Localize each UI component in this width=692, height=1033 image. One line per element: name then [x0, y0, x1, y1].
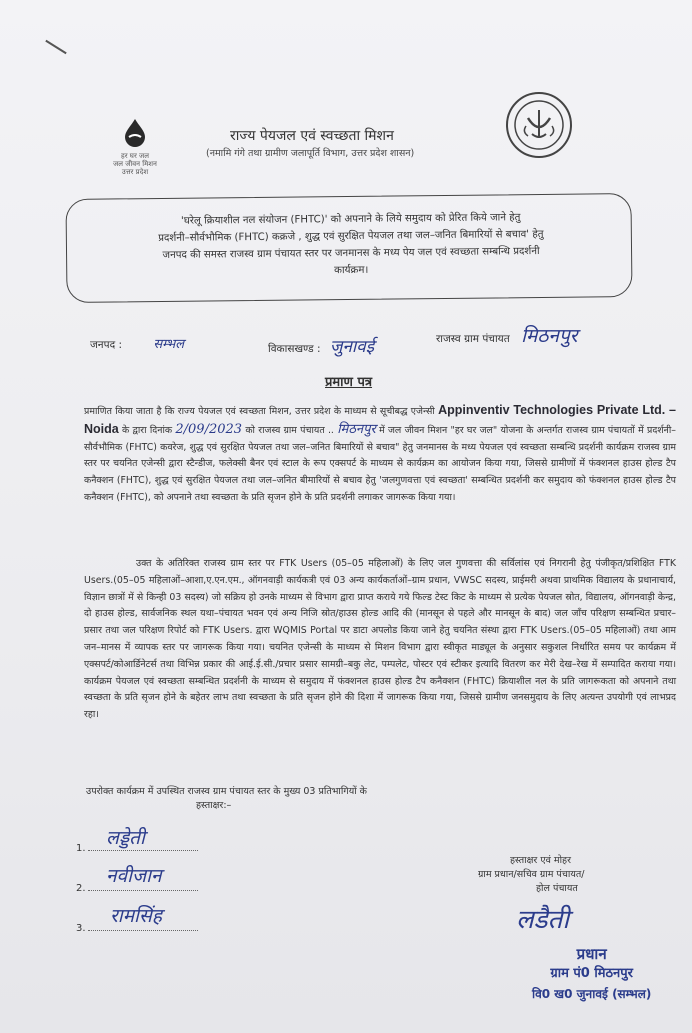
- attendee-name: नवीजान: [106, 865, 162, 887]
- attendees-intro: उपरोक्त कार्यक्रम में उपस्थित राजस्व ग्राम पंचायत स्तर के मुख्य 03 प्रतिभागियों के: [86, 786, 367, 797]
- para1-date-label: के द्वारा दिनांक: [122, 424, 173, 436]
- panchayat-row: [436, 322, 578, 348]
- panchayat-value: मिठनपुर: [521, 325, 578, 347]
- authority-role-label-2: होल पंचायत: [536, 883, 578, 894]
- attendee-number: 3.: [76, 923, 86, 934]
- stamp-line1: प्रधान: [576, 945, 607, 963]
- program-banner: [65, 193, 632, 303]
- panchayat-label: राजस्व ग्राम पंचायत: [436, 333, 510, 345]
- program-date: 2/09/2023: [175, 421, 243, 437]
- uttar-pradesh-emblem: [504, 90, 574, 160]
- pen-mark: [45, 40, 66, 54]
- certificate-paragraph-2: उक्त के अतिरिक्त राजस्व ग्राम स्तर पर FTK Users (05–05 महिलाओं) के लिए जल गुणवत्ता की सर्विलांस एवं निगरानी हेतु पंजीकृत/प्रशिक्षित FTK Users.(05–05 महिलाओं–आशा,ए.एन.एम., ऑगनवाड़ी कार्यकत्री एवं 03 अन्य कार्यकर्ताओं–ग्राम प्रधान, VWSC सदस्य, प्राईमरी अथवा प्राथमिक विद्यालय के प्रधानाचार्य, विज्ञान छात्रों में से किन्ही 03 सदस्य) जो सक्रिय हो उनके माध्यम से विभाग द्वारा प्राप्त कराये गये फिल्ड टेस्ट किट के माध्यम से प्रत्येक पेयजल स्रोत, विद्यालय, ऑगनवाड़ी केन्द्र, दो हाउस होल्ड, सार्वजनिक स्थल यथा–पंचायत भवन एवं अन्य निजि स्रोत/हाउस होल्ड आदि की (मानसून से पहले और मानसून के बाद) जल जाँच परिक्षण सम्बन्धित प्रचार–प्रसार तथा जल परिक्षण रिपोर्ट को FTK Users. द्वारा WQMIS Portal पर डाटा अपलोड किया जाने हेतु चयनित संस्था द्वारा FTK Users.(05–05 महिलाओं) तथा आम जन–मानस में व्यापक स्तर पर जागरूक किया गया। चयनित एजेन्सी के माध्यम से मिशन विभाग द्वारा स्वीकृत माड्यूल के अनुसार सकुशल निर्धारित समय पर कार्यक्रम में एक्सपर्ट/कोआर्डिनेटर्स तथा विभिन्न प्रकार की आई.ई.सी./प्रचार प्रसार सामग्री–बकु लेट, पम्पलेट, पोस्टर एवं स्टीकर इत्यादि वितरण कर मेरी देख–रेख में सम्पादित कराया गया। कार्यक्रम पेयजल एवं स्वच्छता सम्बन्धित प्रदर्शनी के माध्यम से समुदाय में फंक्शनल हाउस होल्ड टैप कनैक्शन (FHTC) क्रियाशील नल के प्रति जागरूकता को अपनाने तथा स्वच्छता के प्रति सृजन होने के बहेतर लाभ तथा स्वच्छता के प्रति सृजन होने की दिशा में जागरूक किया गया, जिससे ग्रामीण जनसमुदाय के लिए अत्यन्त उपयोगी एवं लाभप्रद रहा।: [84, 558, 676, 721]
- attendee-name: रामसिंह: [110, 905, 162, 927]
- district-value: सम्भल: [153, 337, 185, 352]
- agency-name: Appinventiv Technologies Private Ltd. – Noida: [84, 403, 677, 436]
- authority-role-label: ग्राम प्रधान/सचिव ग्राम पंचायत/: [478, 869, 585, 880]
- pradhan-stamp: [532, 944, 651, 1004]
- logo-tag-line1: हर घर जल: [121, 152, 149, 160]
- stamp-line3: वि0 ख0 जुनावई (सम्भल): [532, 987, 652, 1001]
- certificate-paragraph-1: [84, 402, 676, 507]
- banner-line4: कार्यक्रम।: [334, 264, 369, 277]
- attendee-number: 2.: [76, 883, 86, 894]
- block-label: विकासखण्ड :: [268, 343, 321, 355]
- logo-tag-line3: उत्तर प्रदेश: [121, 168, 149, 176]
- water-drop-icon: [122, 118, 148, 148]
- district-label: जनपद :: [90, 339, 123, 351]
- para1-intro: प्रमाणित किया जाता है कि राज्य पेयजल एवं स्वच्छता मिशन, उत्तर प्रदेश के माध्यम से सूचीबद्ध एजेन्सी: [84, 406, 435, 417]
- certificate-title: प्रमाण पत्र: [325, 375, 373, 390]
- para1-body: में जल जीवन मिशन "हर घर जल" योजना के अन्तर्गत राजस्व ग्राम पंचायतों में प्रदर्शनी–सौर्वभौमिक (FHTC) कवरेज, शुद्ध एवं सुरक्षित पेयजल तथा जल–जनित बिमारियों से बचाव" हेतु जनमानस के मध्य पेयजल एवं स्वच्छता सम्बन्धि प्रदर्शनी कार्यक्रम राजस्व ग्राम स्तर पर चयनित एजेन्सी द्वारा स्टैन्डीज, फलेक्सी बैनर एवं स्टाल के रूप एक्सपर्ट के माध्यम से कार्यक्रम का आयोजन किया गया, जिससे ग्रामीणों में फंक्शनल हाउस होल्ड टैप कनैक्शन (FHTC), शुद्ध एवं सुरक्षित पेयजल तथा जल–जनित बीमारियों से बचाव हेतु 'जलगुणवत्ता एवं स्वच्छता' सम्बन्धित प्रदर्शनी कर समुदाय को फंक्शनल हाउस होल्ड टैप कनैक्शन (FHTC), को अपनाने तथा स्वच्छता के प्रति सृजन होने के प्रति प्रदर्शनी लगाकर जागरूक किया गया।: [84, 424, 676, 503]
- har-ghar-jal-logo: [104, 118, 166, 176]
- signature-label: हस्ताक्षर:–: [196, 800, 232, 811]
- block-row: [268, 334, 374, 357]
- banner-line3: जनपद की समस्त राजस्व ग्राम पंचायत स्तर पर जनमानस के मध्य पेय जल एवं स्वच्छता सम्बन्धि प्रदर्शनी: [162, 246, 540, 261]
- logo-tag-line2: जल जीवन मिशन: [113, 160, 157, 168]
- attendee-name: लड्डेती: [106, 827, 145, 849]
- stamp-line2: ग्राम पं0 मिठनपुर: [550, 966, 633, 981]
- para1-panchayat-label: को राजस्व ग्राम पंचायत ..: [245, 424, 334, 436]
- banner-line2: प्रदर्शनी–सौर्वभौमिक (FHTC) कक्रजे , शुद्ध एवं सुरक्षित पेयजल तथा जल–जनित बिमारियों से बचाव' हेतु: [158, 228, 544, 244]
- district-row: [90, 334, 184, 352]
- banner-line1: 'घरेलू क्रियाशील नल संयोजन (FHTC)' को अपनाने के लिये समुदाय को प्रेरित किये जाने हेतु: [180, 212, 521, 227]
- header-subtitle: (नमामि गंगे तथा ग्रामीण जलापूर्ति विभाग, उत्तर प्रदेश शासन): [206, 148, 415, 159]
- panchayat-name-hand: मिठनपुर: [337, 421, 376, 437]
- header-title: राज्य पेयजल एवं स्वच्छता मिशन: [230, 128, 394, 144]
- attendee-number: 1.: [76, 843, 86, 854]
- authority-sign-label: हस्ताक्षर एवं मोहर: [510, 855, 571, 866]
- authority-signature: लडैती: [516, 905, 570, 935]
- block-value: जुनावई: [329, 337, 375, 357]
